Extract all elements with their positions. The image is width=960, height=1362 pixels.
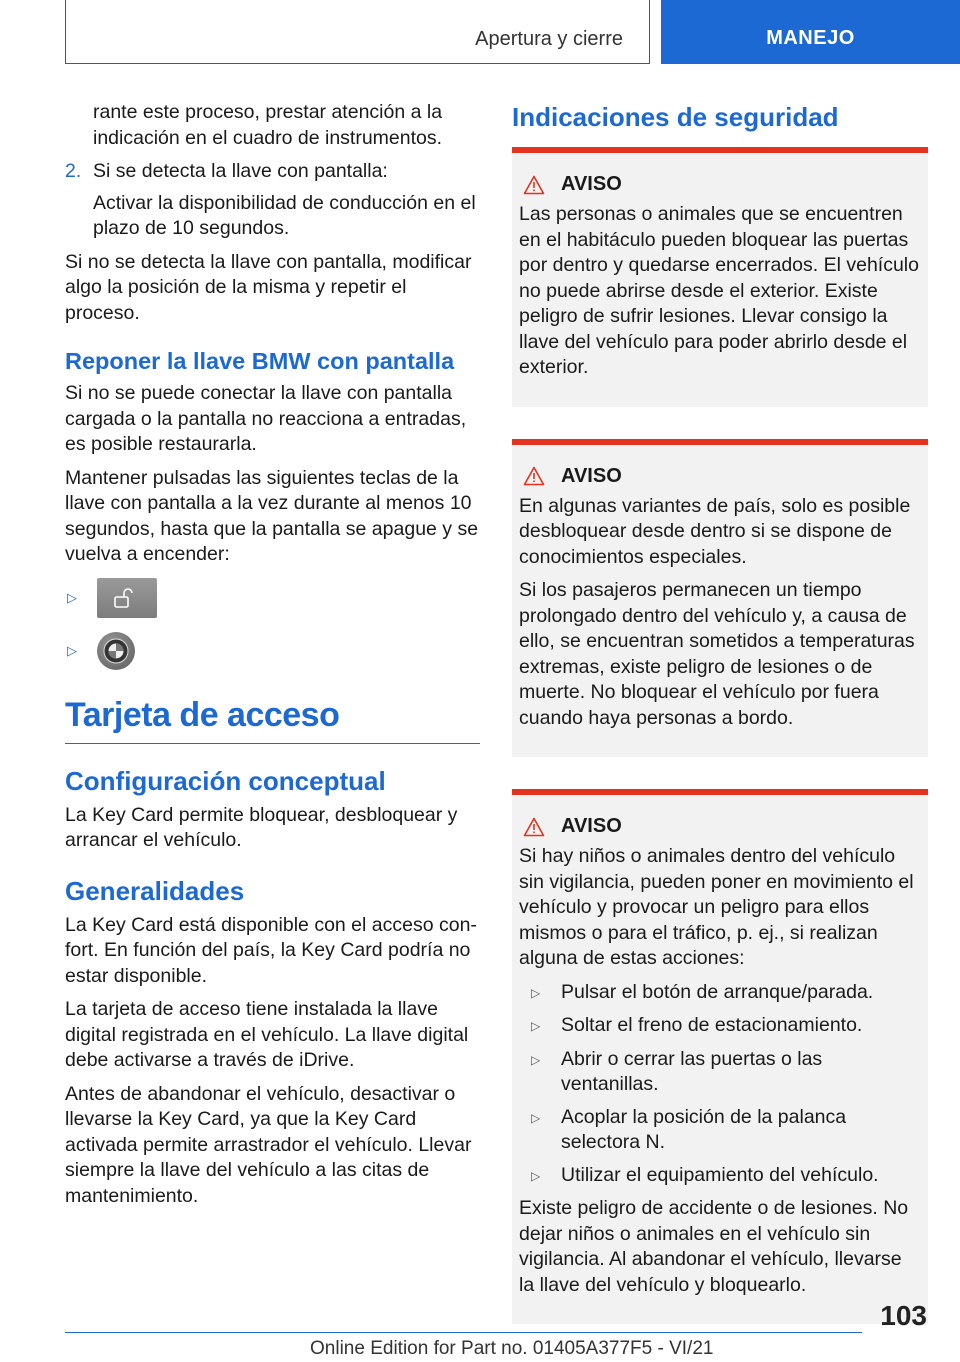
header-chapter-tab: MANEJO <box>661 0 960 64</box>
list-item <box>519 1047 921 1098</box>
list-item-text: Utilizar el equipamiento del vehículo. <box>561 1163 879 1186</box>
reset-text-1: Si no se puede conectar la llave con pantalla cargada o la pantalla no reacciona a entradas, es posible restaurarla. <box>65 382 467 455</box>
list-item <box>519 1105 921 1156</box>
page-number: 103 <box>880 1300 927 1331</box>
concept-heading: Configuración conceptual <box>65 765 386 796</box>
warning-title <box>519 815 921 838</box>
warning-triangle-icon <box>523 466 545 486</box>
unlock-icon <box>112 586 142 610</box>
header-section-box <box>65 0 650 64</box>
warning-title <box>519 465 921 488</box>
intro-text: rante este proceso, prestar atención a la indicación en el cuadro de instrumentos. <box>93 101 443 149</box>
bmw-logo-button-image <box>97 632 135 670</box>
warning-text: Existe peligro de accidente o de lesiones. No dejar niños o animales en el vehículo sin vigilancia. Al abandonar el vehículo, llevarse la llave del vehículo y bloquearlo. <box>519 1197 909 1296</box>
warning-triangle-icon <box>523 175 545 195</box>
warning-label: AVISO <box>561 173 622 195</box>
list-item-text: Soltar el freno de estacionamiento. <box>561 1014 863 1036</box>
bullet-triangle-icon: ▷ <box>531 1052 541 1067</box>
general-heading: Generalidades <box>65 875 245 906</box>
bullet-triangle-icon: ▷ <box>67 589 77 605</box>
warning-box-1 <box>512 147 928 407</box>
general-text-2: La tarjeta de acceso tiene instalada la llave digital registrada en el vehículo. La llave digital debe activarse a través de iDrive. <box>65 998 469 1071</box>
warning-box-2 <box>512 439 928 758</box>
warning-label: AVISO <box>561 464 622 487</box>
general-text-1: La Key Card está disponible con el acceso confort. En función del país, la Key Card podría no estar disponible. <box>65 913 477 987</box>
footer-edition: Online Edition for Part no. 01405A377F5 - VI/21 <box>310 1338 714 1359</box>
warning-triangle-icon <box>523 817 545 837</box>
bullet-triangle-icon: ▷ <box>531 985 541 1000</box>
key-bmw-row <box>65 632 480 670</box>
header-section-title: Apertura y cierre <box>475 28 623 50</box>
bullet-triangle-icon: ▷ <box>531 1110 541 1125</box>
bmw-logo-icon <box>103 638 129 664</box>
list-item <box>519 1013 921 1040</box>
warning-text: En algunas variantes de país, solo es posible desbloquear desde dentro si se dispone de conocimientos especiales. <box>519 494 911 568</box>
warning-text: Si hay niños o animales dentro del vehículo sin vigilancia, pueden poner en movimiento el vehículo y provocar un peligro para ellos mismos o para el tráfico, p. ej., si realizan alguna de estas acciones: <box>519 845 914 969</box>
warning-text: Si los pasajeros permanecen un tiempo prolongado dentro del vehículo y, a causa de ello, se encuentran sometidos a temperaturas extremas, existe peligro de lesiones o de muerte. No bloquear el vehículo por fuera cuando haya personas a bordo. <box>519 579 915 729</box>
step-2-detail: Activar la disponibilidad de conducción en el plazo de 10 segundos. <box>93 191 476 239</box>
list-item-text: Pulsar el botón de arranque/parada. <box>561 980 874 1003</box>
bullet-triangle-icon: ▷ <box>531 1019 541 1033</box>
footer-divider <box>65 1332 862 1333</box>
concept-text: La Key Card permite bloquear, desbloquear y arrancar el vehículo. <box>65 803 458 851</box>
safety-heading: Indicaciones de seguridad <box>512 102 839 132</box>
unlock-button-image <box>97 578 157 618</box>
left-column <box>65 100 480 1217</box>
right-column <box>512 100 928 1356</box>
list-item-text: Acoplar la posición de la palanca selectora N. <box>561 1105 847 1153</box>
reset-text-2: Mantener pulsadas las siguientes teclas de la llave con pantalla a la vez durante al menos 10 segundos, hasta que la pantalla se apague y se vuelva a encender: <box>65 466 479 565</box>
bullet-triangle-icon: ▷ <box>67 642 77 658</box>
warning-text: Las personas o animales que se encuentren en el habitáculo pueden bloquear las puertas por dentro y quedarse encerrados. El vehículo no puede abrirse desde el exterior. Existe peligro de sufrir lesiones. Llevar consigo la llave del vehículo para poder abrirlo desde el exterior. <box>519 203 919 378</box>
warning-box-3 <box>512 789 928 1324</box>
reset-heading: Reponer la llave BMW con pantalla <box>65 348 455 374</box>
step-number: 2. <box>65 160 82 182</box>
list-item-text: Abrir o cerrar las puertas o las ventanillas. <box>561 1047 823 1095</box>
warning-label: AVISO <box>561 815 622 837</box>
step-text: Si se detecta la llave con pantalla: <box>93 160 388 182</box>
access-card-heading: Tarjeta de acceso <box>65 696 480 744</box>
list-item <box>519 1163 921 1190</box>
general-text-3: Antes de abandonar el vehículo, desactivar o llevarse la Key Card, ya que la Key Card activada permite arrastrador el vehículo. Llevar siempre la llave del vehículo a las citas de mantenimiento. <box>65 1082 472 1207</box>
step-2 <box>65 159 480 185</box>
warning-title <box>519 173 921 196</box>
list-item <box>519 980 921 1007</box>
bullet-triangle-icon: ▷ <box>531 1168 541 1183</box>
key-unlock-row <box>65 578 480 618</box>
not-detected-text: Si no se detecta la llave con pantalla, modificar algo la posición de la misma y repetir el proceso. <box>65 250 472 324</box>
